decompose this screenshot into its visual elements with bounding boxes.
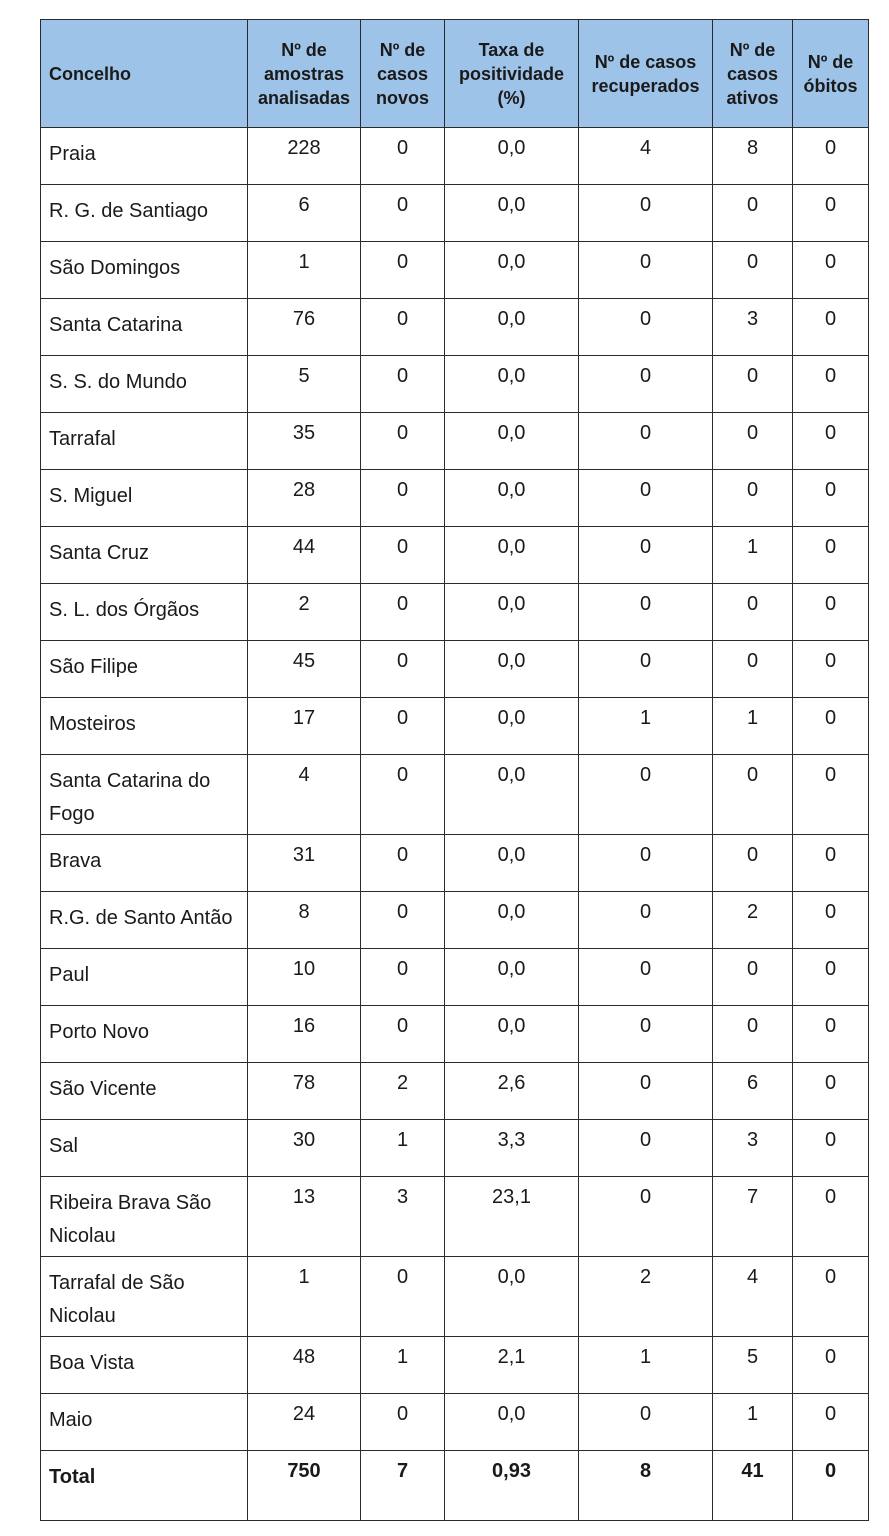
table-row	[41, 1006, 869, 1063]
cell-recuperados: 1	[579, 698, 713, 755]
cell-ativos: 4	[713, 1257, 793, 1337]
cell-amostras: 44	[248, 527, 361, 584]
cell-concelho: Boa Vista	[41, 1337, 248, 1394]
cell-concelho: Porto Novo	[41, 1006, 248, 1063]
cell-recuperados: 0	[579, 299, 713, 356]
cell-ativos: 2	[713, 892, 793, 949]
cell-amostras: 17	[248, 698, 361, 755]
cell-amostras: 1	[248, 242, 361, 299]
total-obitos: 0	[793, 1451, 869, 1521]
cell-concelho: R. G. de Santiago	[41, 185, 248, 242]
header-concelho: Concelho	[41, 20, 248, 128]
cell-recuperados: 0	[579, 1177, 713, 1257]
cell-amostras: 4	[248, 755, 361, 835]
cell-concelho: R.G. de Santo Antão	[41, 892, 248, 949]
cell-taxa: 0,0	[445, 835, 579, 892]
cell-ativos: 0	[713, 584, 793, 641]
header-row	[41, 20, 869, 128]
cell-concelho: São Filipe	[41, 641, 248, 698]
cell-casos-novos: 3	[361, 1177, 445, 1257]
cell-taxa: 2,6	[445, 1063, 579, 1120]
cell-obitos: 0	[793, 1337, 869, 1394]
total-casos-novos: 7	[361, 1451, 445, 1521]
cell-casos-novos: 0	[361, 1257, 445, 1337]
cell-taxa: 0,0	[445, 299, 579, 356]
cell-recuperados: 0	[579, 584, 713, 641]
cell-concelho: Praia	[41, 128, 248, 185]
cell-amostras: 76	[248, 299, 361, 356]
cell-obitos: 0	[793, 413, 869, 470]
cell-concelho: Mosteiros	[41, 698, 248, 755]
cell-obitos: 0	[793, 1120, 869, 1177]
header-casos-recuperados: Nº de casos recuperados	[579, 20, 713, 128]
cell-ativos: 1	[713, 698, 793, 755]
cell-amostras: 28	[248, 470, 361, 527]
cell-amostras: 1	[248, 1257, 361, 1337]
cell-casos-novos: 0	[361, 356, 445, 413]
cell-recuperados: 0	[579, 242, 713, 299]
cell-obitos: 0	[793, 527, 869, 584]
cell-ativos: 7	[713, 1177, 793, 1257]
cell-obitos: 0	[793, 242, 869, 299]
cell-taxa: 0,0	[445, 413, 579, 470]
table-row	[41, 185, 869, 242]
cell-obitos: 0	[793, 755, 869, 835]
cell-obitos: 0	[793, 299, 869, 356]
total-recuperados: 8	[579, 1451, 713, 1521]
total-row	[41, 1451, 869, 1521]
cell-concelho: S. Miguel	[41, 470, 248, 527]
cell-casos-novos: 0	[361, 698, 445, 755]
cell-casos-novos: 0	[361, 470, 445, 527]
cell-recuperados: 0	[579, 1120, 713, 1177]
cell-ativos: 0	[713, 641, 793, 698]
cell-casos-novos: 0	[361, 755, 445, 835]
table-row	[41, 1063, 869, 1120]
cell-amostras: 8	[248, 892, 361, 949]
cell-ativos: 0	[713, 1006, 793, 1063]
cell-amostras: 24	[248, 1394, 361, 1451]
cell-obitos: 0	[793, 470, 869, 527]
cell-casos-novos: 0	[361, 413, 445, 470]
cell-taxa: 0,0	[445, 892, 579, 949]
cell-recuperados: 0	[579, 1063, 713, 1120]
header-casos-ativos: Nº de casos ativos	[713, 20, 793, 128]
cell-ativos: 1	[713, 1394, 793, 1451]
cell-taxa: 3,3	[445, 1120, 579, 1177]
cell-taxa: 0,0	[445, 185, 579, 242]
cell-ativos: 3	[713, 1120, 793, 1177]
table-row	[41, 413, 869, 470]
cell-recuperados: 0	[579, 356, 713, 413]
cell-recuperados: 0	[579, 835, 713, 892]
cell-casos-novos: 0	[361, 185, 445, 242]
table-row	[41, 242, 869, 299]
cell-obitos: 0	[793, 1177, 869, 1257]
total-amostras: 750	[248, 1451, 361, 1521]
table-row	[41, 755, 869, 835]
cell-concelho: Santa Cruz	[41, 527, 248, 584]
cell-casos-novos: 0	[361, 527, 445, 584]
cell-casos-novos: 0	[361, 299, 445, 356]
cell-taxa: 0,0	[445, 698, 579, 755]
cell-recuperados: 2	[579, 1257, 713, 1337]
cell-obitos: 0	[793, 892, 869, 949]
cell-amostras: 30	[248, 1120, 361, 1177]
cell-amostras: 16	[248, 1006, 361, 1063]
cell-recuperados: 1	[579, 1337, 713, 1394]
table-row	[41, 1337, 869, 1394]
table-row	[41, 949, 869, 1006]
cell-casos-novos: 2	[361, 1063, 445, 1120]
cell-concelho: Maio	[41, 1394, 248, 1451]
cell-recuperados: 0	[579, 185, 713, 242]
header-obitos: Nº de óbitos	[793, 20, 869, 128]
cell-recuperados: 0	[579, 755, 713, 835]
cell-casos-novos: 0	[361, 835, 445, 892]
cell-obitos: 0	[793, 641, 869, 698]
cell-concelho: Paul	[41, 949, 248, 1006]
cell-ativos: 3	[713, 299, 793, 356]
cell-ativos: 0	[713, 835, 793, 892]
cell-casos-novos: 0	[361, 892, 445, 949]
header-taxa-positividade: Taxa de positividade (%)	[445, 20, 579, 128]
cell-amostras: 31	[248, 835, 361, 892]
cell-casos-novos: 0	[361, 641, 445, 698]
cell-concelho: Tarrafal	[41, 413, 248, 470]
header-casos-novos: Nº de casos novos	[361, 20, 445, 128]
cell-amostras: 2	[248, 584, 361, 641]
total-ativos: 41	[713, 1451, 793, 1521]
cell-ativos: 0	[713, 356, 793, 413]
cell-taxa: 0,0	[445, 242, 579, 299]
cell-obitos: 0	[793, 1006, 869, 1063]
cell-taxa: 0,0	[445, 641, 579, 698]
cases-table	[40, 19, 869, 1521]
cell-amostras: 45	[248, 641, 361, 698]
table-row	[41, 1394, 869, 1451]
cell-casos-novos: 0	[361, 128, 445, 185]
cell-casos-novos: 1	[361, 1120, 445, 1177]
cell-recuperados: 0	[579, 413, 713, 470]
table-row	[41, 470, 869, 527]
cell-recuperados: 0	[579, 949, 713, 1006]
cell-concelho: Ribeira Brava São Nicolau	[41, 1177, 248, 1257]
cell-obitos: 0	[793, 356, 869, 413]
table-row	[41, 892, 869, 949]
cell-ativos: 8	[713, 128, 793, 185]
cell-ativos: 0	[713, 949, 793, 1006]
table-row	[41, 698, 869, 755]
cell-obitos: 0	[793, 949, 869, 1006]
cell-taxa: 0,0	[445, 584, 579, 641]
cell-taxa: 0,0	[445, 1394, 579, 1451]
cell-taxa: 0,0	[445, 755, 579, 835]
cell-recuperados: 0	[579, 527, 713, 584]
cell-casos-novos: 0	[361, 1394, 445, 1451]
table-row	[41, 1257, 869, 1337]
cell-taxa: 0,0	[445, 470, 579, 527]
cell-recuperados: 0	[579, 470, 713, 527]
cell-obitos: 0	[793, 1257, 869, 1337]
table-row	[41, 835, 869, 892]
cell-concelho: Santa Catarina do Fogo	[41, 755, 248, 835]
table-row	[41, 641, 869, 698]
cell-casos-novos: 0	[361, 242, 445, 299]
table-row	[41, 584, 869, 641]
cell-taxa: 0,0	[445, 1257, 579, 1337]
cell-obitos: 0	[793, 128, 869, 185]
table-row	[41, 128, 869, 185]
cell-amostras: 10	[248, 949, 361, 1006]
cell-concelho: São Vicente	[41, 1063, 248, 1120]
cell-recuperados: 4	[579, 128, 713, 185]
table-row	[41, 1177, 869, 1257]
cell-obitos: 0	[793, 835, 869, 892]
cell-obitos: 0	[793, 1063, 869, 1120]
header-amostras: Nº de amostras analisadas	[248, 20, 361, 128]
cell-taxa: 0,0	[445, 128, 579, 185]
cell-amostras: 48	[248, 1337, 361, 1394]
cell-concelho: S. S. do Mundo	[41, 356, 248, 413]
cell-taxa: 23,1	[445, 1177, 579, 1257]
total-taxa: 0,93	[445, 1451, 579, 1521]
cell-concelho: Tarrafal de São Nicolau	[41, 1257, 248, 1337]
cell-amostras: 35	[248, 413, 361, 470]
cell-ativos: 0	[713, 413, 793, 470]
cell-taxa: 2,1	[445, 1337, 579, 1394]
cell-taxa: 0,0	[445, 949, 579, 1006]
cell-taxa: 0,0	[445, 356, 579, 413]
cell-obitos: 0	[793, 698, 869, 755]
cell-casos-novos: 0	[361, 1006, 445, 1063]
cell-ativos: 1	[713, 527, 793, 584]
cell-amostras: 6	[248, 185, 361, 242]
cell-concelho: S. L. dos Órgãos	[41, 584, 248, 641]
cell-recuperados: 0	[579, 1394, 713, 1451]
cell-casos-novos: 1	[361, 1337, 445, 1394]
cell-ativos: 0	[713, 185, 793, 242]
cell-obitos: 0	[793, 584, 869, 641]
cell-concelho: Brava	[41, 835, 248, 892]
cell-recuperados: 0	[579, 892, 713, 949]
cell-amostras: 5	[248, 356, 361, 413]
cell-concelho: Sal	[41, 1120, 248, 1177]
cell-ativos: 5	[713, 1337, 793, 1394]
cell-recuperados: 0	[579, 641, 713, 698]
total-label: Total	[41, 1451, 248, 1521]
cell-amostras: 228	[248, 128, 361, 185]
cell-concelho: Santa Catarina	[41, 299, 248, 356]
table-row	[41, 356, 869, 413]
table-row	[41, 299, 869, 356]
cell-ativos: 0	[713, 242, 793, 299]
cell-casos-novos: 0	[361, 949, 445, 1006]
cell-amostras: 13	[248, 1177, 361, 1257]
cell-casos-novos: 0	[361, 584, 445, 641]
cell-taxa: 0,0	[445, 1006, 579, 1063]
cell-taxa: 0,0	[445, 527, 579, 584]
cell-recuperados: 0	[579, 1006, 713, 1063]
cell-ativos: 0	[713, 755, 793, 835]
cell-concelho: São Domingos	[41, 242, 248, 299]
cell-obitos: 0	[793, 1394, 869, 1451]
table-row	[41, 1120, 869, 1177]
cell-ativos: 6	[713, 1063, 793, 1120]
cell-obitos: 0	[793, 185, 869, 242]
cell-amostras: 78	[248, 1063, 361, 1120]
table-row	[41, 527, 869, 584]
cell-ativos: 0	[713, 470, 793, 527]
